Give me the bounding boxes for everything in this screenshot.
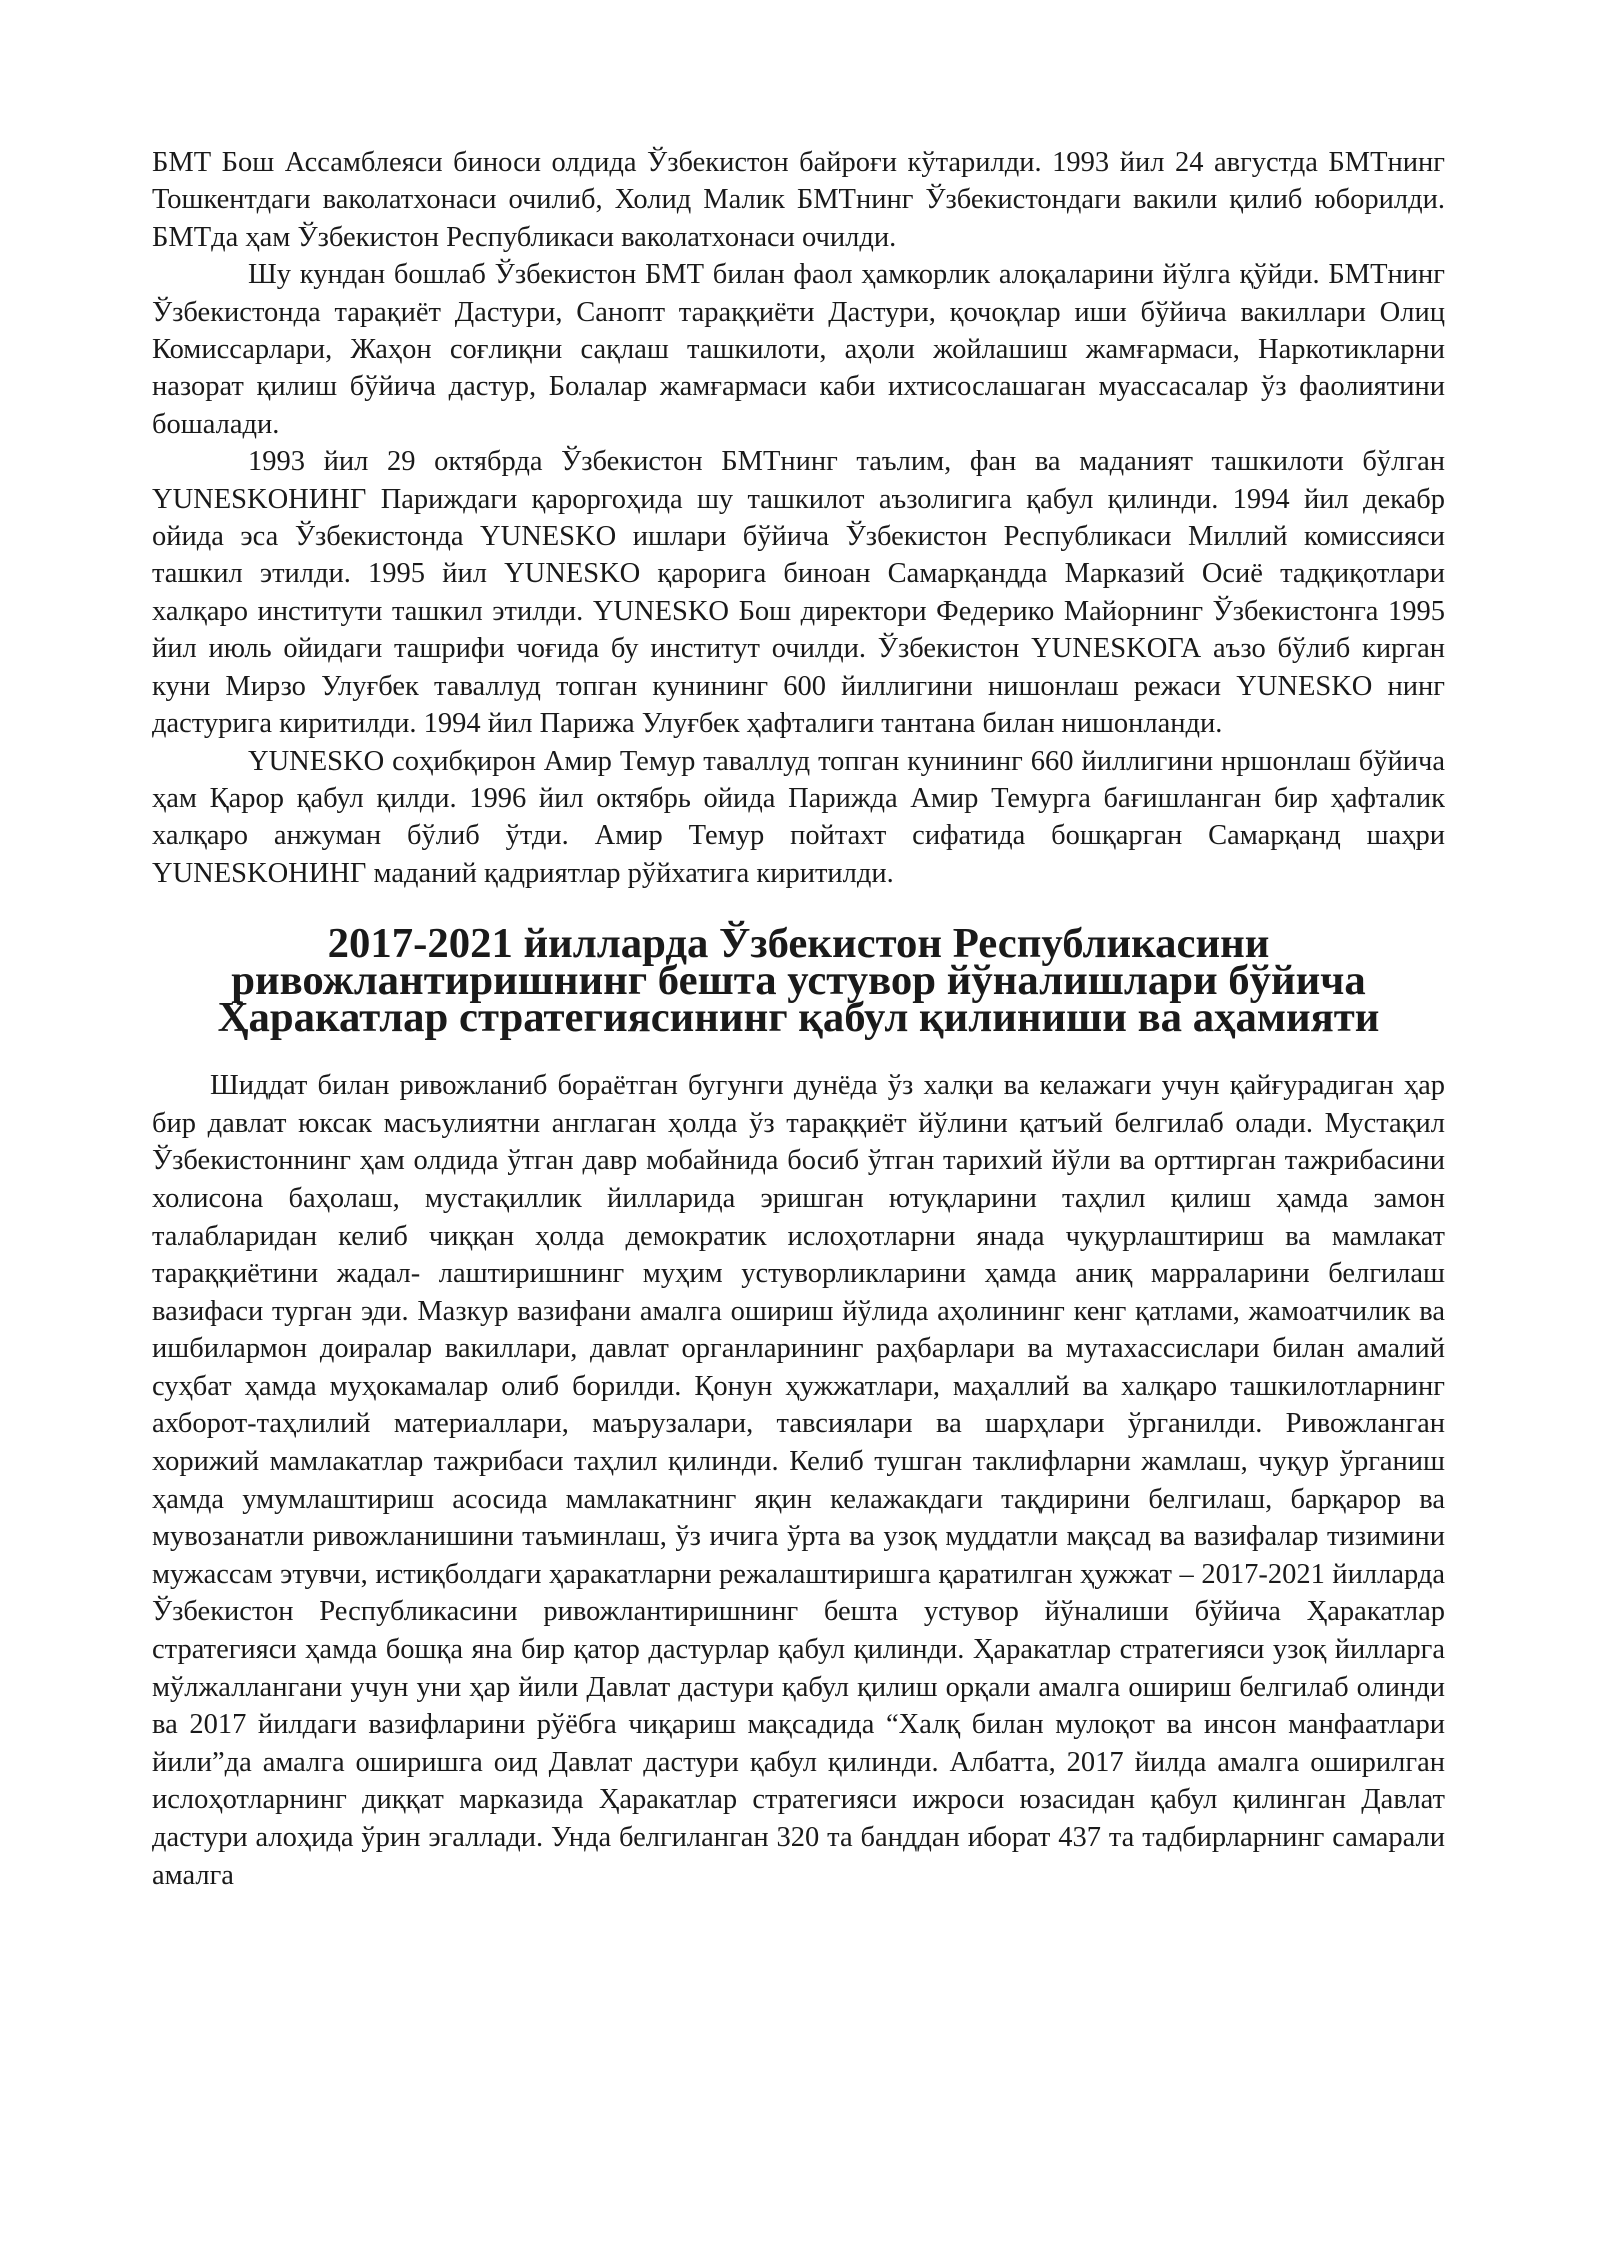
paragraph-action-strategy: Шиддат билан ривожланиб бораётган бугунги дунёда ўз халқи ва келажаги учун қайғурадиган ҳар бир давлат юксак масъулиятни англаган ҳолда ўз тараққиёт йўлини қатъий белгилаб олади. Мустақил Ўзбекистоннинг ҳам олдида ўтган давр мобайнида босиб ўтган тарихий йўли ва орттирган тажрибасини холисона баҳолаш, мустақиллик йилларида эришган ютуқларини таҳлил қилиш ҳамда замон талабларидан келиб чиққан ҳолда демократик ислоҳотларни янада чуқурлаштириш ва мамлакат тараққиётини жадал- лаштиришнинг муҳим устуворликларини ҳамда аниқ марраларини белгилаш вазифаси турган эди. Мазкур вазифани амалга ошириш йўлида аҳолининг кенг қатлами, жамоатчилик ва ишбилармон доиралар вакиллари, давлат органларининг раҳбарлари ва мутахассислари билан амалий суҳбат ҳамда муҳокамалар олиб борилди. Қонун ҳужжатлари, маҳаллий ва халқаро ташкилотларнинг ахборот-таҳлилий материаллари, маърузалари, тавсиялари ва шарҳлари ўрганилди. Ривожланган хорижий мамлакатлар тажрибаси таҳлил қилинди. Келиб тушган таклифларни жамлаш, чуқур ўрганиш ҳамда умумлаштириш асосида мамлакатнинг яқин келажакдаги тақдирини белгилаш, барқарор ва мувозанатли ривожланишини таъминлаш, ўз ичига ўрта ва узоқ муддатли мақсад ва вазифалар тизимини мужассам этувчи, истиқболдаги ҳаракатларни режалаштиришга қаратилган ҳужжат – 2017-2021 йилларда Ўзбекистон Республикасини ривожлантиришнинг бешта устувор йўналиши бўйича Ҳаракатлар стратегияси ҳамда бошқа яна бир қатор дастурлар қабул қилинди. Ҳаракатлар стратегияси узоқ йилларга мўлжаллангани учун уни ҳар йили Давлат дастури қабул қилиш орқали амалга ошириш белгилаб олинди ва 2017 йилдаги вазифларини рўёбга чиқариш мақсадида “Халқ билан мулоқот ва инсон манфаатлари йили”да амалга оширишга оид Давлат дастури қабул қилинди. Албатта, 2017 йилда амалга оширилган ислоҳотларнинг диққат марказида Ҳаракатлар стратегияси ижроси юзасидан қабул қилинган Давлат дастури алоҳида ўрин эгаллади. Унда белгиланган 320 та банддан иборат 437 та тадбирларнинг самарали амалга <box>152 1070 1445 1891</box>
paragraph-unesco-membership: 1993 йил 29 октябрда Ўзбекистон БМТнинг таълим, фан ва маданият ташкилоти бўлган YUNESKOНИНГ Париждаги қароргоҳида шу ташкилот аъзолигига қабул қилинди. 1994 йил декабр ойида эса Ўзбекистонда YUNESKO ишлари бўйича Ўзбекистон Республикаси Миллий комиссияси ташкил этилди. 1995 йил YUNESKO қарорига биноан Самарқандда Марказий Осиё тадқиқотлари халқаро институти ташкил этилди. YUNESKO Бош директори Федерико Майорнинг Ўзбекистонга 1995 йил июль ойидаги ташрифи чоғида бу институт очилди. Ўзбекистон YUNESKOГА аъзо бўлиб кирган куни Мирзо Улуғбек таваллуд топган кунининг 600 йиллигини нишонлаш режаси YUNESKO нинг дастурига киритилди. 1994 йил Парижа Улуғбек ҳафталиги тантана билан нишонланди. <box>152 446 1445 740</box>
paragraph-un-uzbekistan-mission: БМТ Бош Ассамблеяси биноси олдида Ўзбекистон байроғи кўтарилди. 1993 йил 24 августда БМТнинг Тошкентдаги ваколатхонаси очилиб, Холид Малик БМТнинг Ўзбекистондаги вакили қилиб юборилди. БМТда ҳам Ўзбекистон Республикаси ваколатхонаси очилди. <box>152 147 1445 253</box>
paragraph-un-cooperation: Шу кундан бошлаб Ўзбекистон БМТ билан фаол ҳамкорлик алоқаларини йўлга қўйди. БМТнинг Ўзбекистонда тарақиёт Дастури, Санопт тараққиёти Дастури, қочоқлар иши бўйича вакиллари Олиц Комиссарлари, Жаҳон соғлиқни сақлаш ташкилоти, аҳоли жойлашиш жамғармаси, Наркотикларни назорат қилиш бўйича дастур, Болалар жамғармаси каби ихтисослашаган муассасалар ўз фаолиятини бошалади. <box>152 259 1445 440</box>
section-heading: 2017-2021 йилларда Ўзбекистон Республикасини ривожлантиришнинг бешта устувор йўналишлари бўйича Ҳаракатлар стратегиясининг қабул қилиниши ва аҳамияти <box>217 920 1380 1042</box>
document-page <box>152 144 1445 1894</box>
paragraph-amir-temur-anniversary: YUNESKO соҳибқирон Амир Темур таваллуд топган кунининг 660 йиллигини нршонлаш бўйича ҳам Қарор қабул қилди. 1996 йил октябрь ойида Парижда Амир Темурга бағишланган бир ҳафталик халқаро анжуман бўлиб ўтди. Амир Темур пойтахт сифатида бошқарган Самарқанд шаҳри YUNESKOНИНГ маданий қадриятлар рўйхатига киритилди. <box>152 745 1445 889</box>
